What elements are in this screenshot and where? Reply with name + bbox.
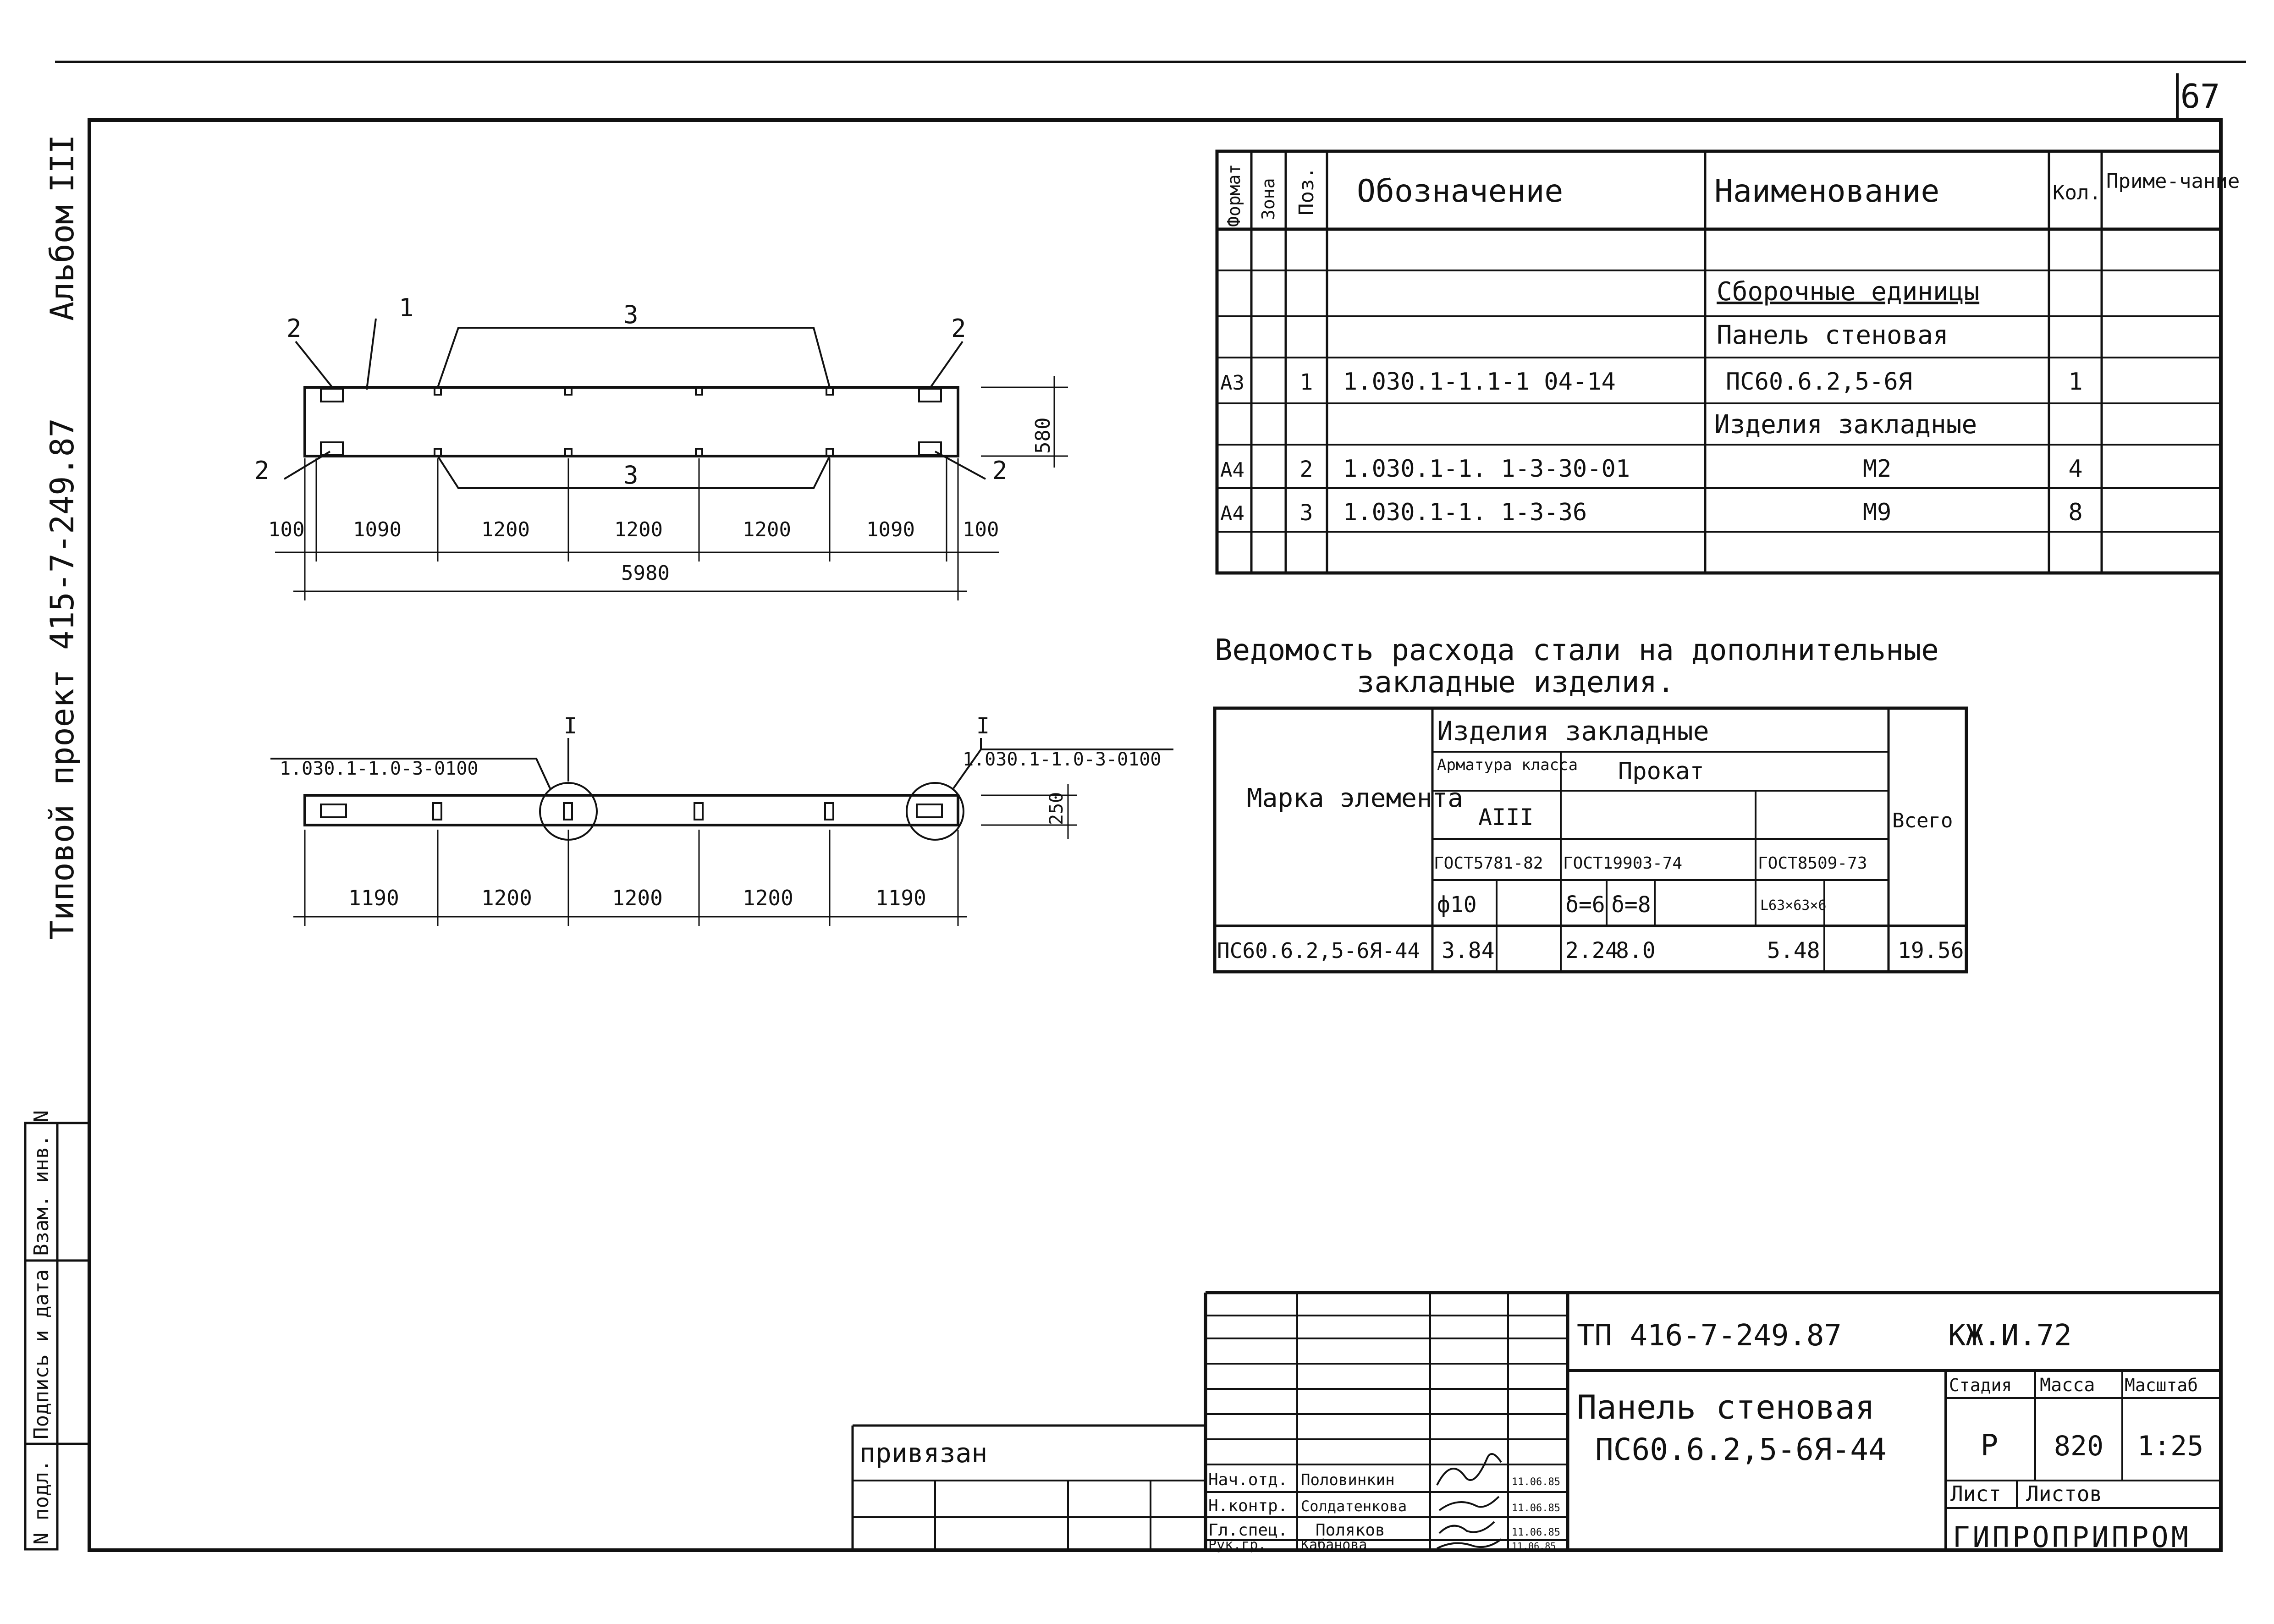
title-person: Половинкин: [1301, 1471, 1395, 1489]
side-height-dim: 250: [1046, 792, 1067, 825]
plan-dim: 1090: [353, 518, 402, 541]
steel-v-s8: 8.0: [1616, 938, 1656, 963]
bound-block: [853, 1426, 1206, 1550]
steel-gost1: ГОСТ5781-82: [1434, 854, 1543, 873]
plan-total-dim: 5980: [621, 562, 670, 585]
title-person: Кабанова: [1301, 1537, 1367, 1553]
title-role: Н.контр.: [1208, 1497, 1288, 1515]
plan-pos-label: 3: [623, 461, 639, 490]
title-scale-h: Масштаб: [2125, 1375, 2198, 1395]
steel-v-d10: 3.84: [1442, 938, 1495, 963]
title-sheet-code: КЖ.И.72: [1948, 1319, 2072, 1353]
steel-v-angle: 5.48: [1767, 938, 1820, 963]
spec-header-qty: Кол.: [2053, 181, 2101, 204]
title-stage: Р: [1980, 1429, 1999, 1463]
steel-s6: δ=6: [1565, 892, 1605, 918]
plan-dim: 1200: [481, 518, 530, 541]
spec-row-name: Сборочные единицы: [1717, 277, 1980, 307]
bound-label: привязан: [859, 1437, 988, 1469]
title-project-code: ТП 416-7-249.87: [1577, 1319, 1842, 1353]
side-dim: 1200: [481, 886, 532, 910]
plan-dim: 1090: [866, 518, 915, 541]
spec-header-format: Формат: [1224, 164, 1244, 227]
spec-row-qty: 1: [2068, 368, 2083, 396]
spec-table: [1217, 151, 2240, 573]
spec-header-note: Приме-чание: [2106, 170, 2240, 193]
spec-row-format: А4: [1220, 458, 1244, 482]
spec-row-name: Панель стеновая: [1717, 320, 1949, 350]
side-album-num: III: [44, 134, 81, 193]
plan-height-dim: 580: [1031, 417, 1055, 454]
side-dim: 1190: [348, 886, 399, 910]
title-stage-h: Стадия: [1949, 1375, 2012, 1395]
steel-v-total: 19.56: [1898, 938, 1964, 963]
svg-text:Подпись и дата: Подпись и дата: [30, 1269, 53, 1439]
plan-pos-label: 2: [992, 456, 1008, 485]
side-dim: 1200: [612, 886, 663, 910]
steel-h-total: Всего: [1892, 809, 1953, 832]
side-dim: 1190: [875, 886, 926, 910]
svg-text:Взам. инв. N: Взам. инв. N: [30, 1110, 53, 1256]
title-mass: 820: [2054, 1430, 2104, 1462]
side-label-left: 1.030.1-1.0-3-0100: [280, 758, 479, 779]
spec-row-pos: 1: [1299, 369, 1313, 395]
spec-row-qty: 4: [2068, 455, 2083, 483]
title-org: ГИПРОПРИПРОМ: [1953, 1520, 2191, 1554]
steel-s8: δ=8: [1611, 892, 1651, 918]
steel-v-s6: 2.24: [1565, 938, 1619, 963]
spec-row-designation: 1.030.1-1.1-1 04-14: [1343, 368, 1616, 396]
spec-row-name: М2: [1862, 455, 1892, 483]
title-date: 11.06.85: [1512, 1541, 1556, 1552]
title-sheets-h: Листов: [2026, 1481, 2103, 1506]
side-dim: 1200: [743, 886, 793, 910]
side-project-text: Типовой проект 415-7-249.87: [44, 418, 81, 940]
spec-row-format: А3: [1220, 371, 1244, 395]
steel-h-rebar: Арматура класса: [1437, 756, 1578, 774]
plan-pos-label: 1: [399, 293, 414, 322]
spec-row-designation: 1.030.1-1. 1-3-36: [1343, 499, 1587, 526]
spec-row-name: Изделия закладные: [1714, 410, 1977, 440]
spec-row-qty: 8: [2068, 499, 2083, 526]
plan-dim: 100: [268, 518, 305, 541]
spec-row-designation: 1.030.1-1. 1-3-30-01: [1343, 455, 1630, 483]
steel-h-mark: Марка элемента: [1247, 783, 1464, 813]
steel-d10: ф10: [1437, 892, 1477, 918]
spec-row-pos: 3: [1299, 500, 1313, 526]
plan-dim: 1200: [614, 518, 663, 541]
title-date: 11.06.85: [1512, 1476, 1560, 1488]
spec-row-name: ПС60.6.2,5-6Я: [1726, 368, 1912, 396]
side-node-right: I: [976, 713, 990, 739]
signature-3: [1439, 1522, 1494, 1533]
steel-rebar-class: АIII: [1478, 804, 1534, 831]
title-date: 11.06.85: [1512, 1527, 1560, 1538]
title-person: Поляков: [1316, 1521, 1385, 1540]
spec-header-pos: Поз.: [1295, 167, 1318, 215]
signature-1: [1437, 1454, 1501, 1485]
title-role: Рук.гр.: [1208, 1537, 1266, 1553]
title-mass-h: Масса: [2040, 1375, 2095, 1396]
plan-dim: 1200: [743, 518, 791, 541]
spec-row-format: А4: [1220, 502, 1244, 525]
title-person: Солдатенкова: [1301, 1497, 1407, 1515]
spec-row-pos: 2: [1299, 457, 1313, 482]
steel-gost3: ГОСТ8509-73: [1758, 854, 1867, 873]
title-name-2: ПС60.6.2,5-6Я-44: [1595, 1432, 1887, 1467]
plan-pos-label: 2: [286, 314, 302, 343]
steel-h-rolled: Прокат: [1618, 758, 1704, 785]
spec-header-designation: Обозначение: [1357, 173, 1564, 209]
plan-dim: 100: [963, 518, 999, 541]
plan-pos-label: 2: [254, 456, 270, 485]
plan-pos-label: 2: [951, 314, 966, 343]
steel-table-title: Ведомость расхода стали на дополнительные: [1215, 633, 1939, 667]
side-label-right: 1.030.1-1.0-3-0100: [963, 749, 1162, 770]
steel-row-mark: ПС60.6.2,5-6Я-44: [1217, 938, 1421, 963]
title-name-1: Панель стеновая: [1577, 1388, 1875, 1426]
steel-angle: L63×63×6: [1760, 897, 1827, 914]
signature-2: [1439, 1497, 1499, 1510]
left-stamp: [25, 1110, 89, 1549]
spec-header-zone: Зона: [1258, 178, 1278, 220]
spec-header-name: Наименование: [1714, 173, 1940, 209]
spec-row-name: М9: [1862, 499, 1892, 526]
side-view: [270, 713, 1173, 926]
title-role: Гл.спец.: [1208, 1521, 1288, 1540]
steel-h-items: Изделия закладные: [1437, 716, 1709, 747]
title-sheet-h: Лист: [1950, 1481, 2001, 1506]
title-scale: 1:25: [2137, 1430, 2204, 1462]
side-album-text: Альбом: [44, 205, 81, 321]
title-role: Нач.отд.: [1208, 1470, 1288, 1489]
plan-pos-label: 3: [623, 300, 639, 329]
title-date: 11.06.85: [1512, 1503, 1560, 1514]
svg-text:N подл.: N подл.: [30, 1459, 53, 1545]
title-block: [1206, 1293, 2221, 1554]
steel-table-title-2: закладные изделия.: [1357, 666, 1675, 699]
sheet-number: 67: [2180, 77, 2220, 116]
plan-view: [254, 293, 1068, 600]
steel-table: [1215, 708, 1966, 972]
steel-gost2: ГОСТ19903-74: [1563, 854, 1683, 873]
side-node-left: I: [564, 713, 577, 739]
